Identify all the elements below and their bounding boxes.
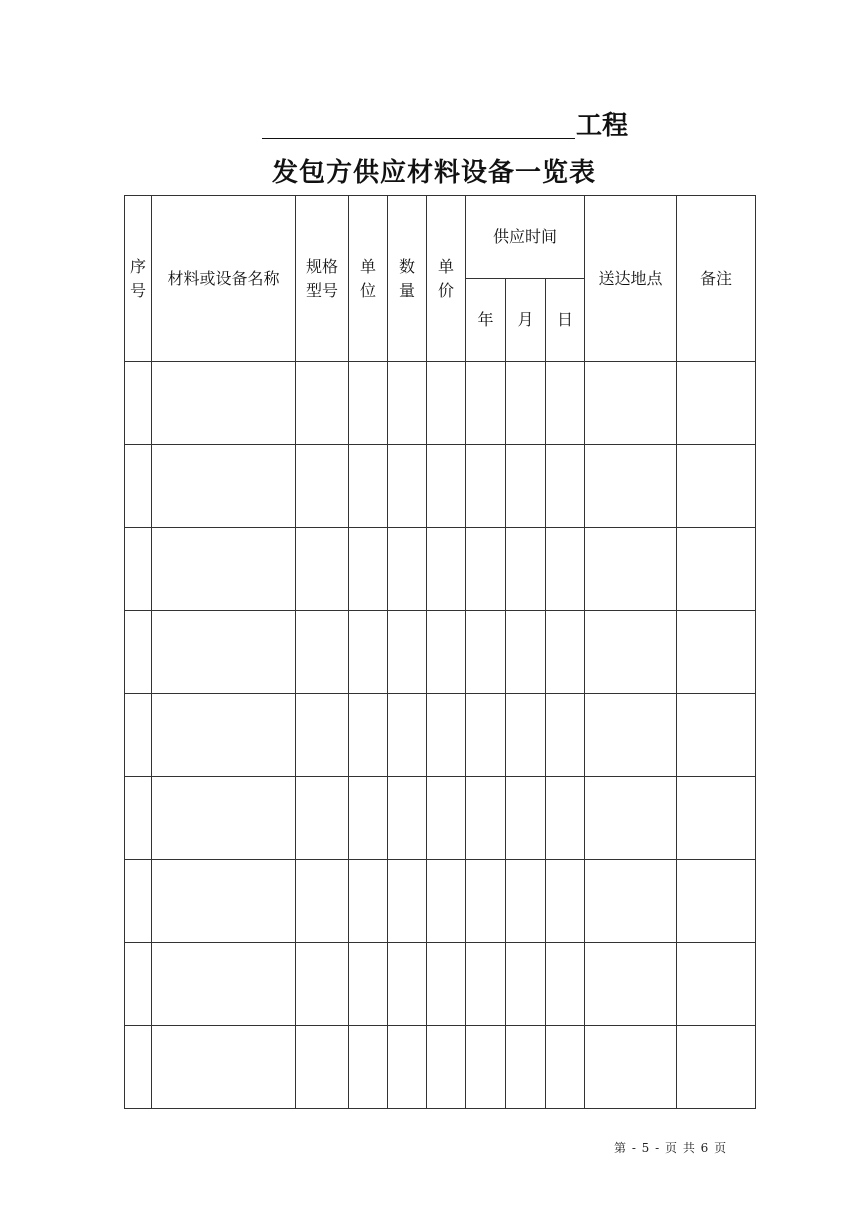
header-unit: 单位: [349, 196, 388, 362]
page-number: 第 - 5 - 页 共 6 页: [614, 1141, 728, 1155]
cell-seq[interactable]: [125, 611, 152, 694]
cell-unit[interactable]: [349, 1026, 388, 1109]
cell-month[interactable]: [506, 362, 546, 445]
cell-price[interactable]: [427, 445, 466, 528]
cell-name[interactable]: [152, 777, 296, 860]
cell-remark[interactable]: [677, 528, 756, 611]
cell-name[interactable]: [152, 445, 296, 528]
cell-price[interactable]: [427, 1026, 466, 1109]
cell-seq[interactable]: [125, 860, 152, 943]
cell-spec[interactable]: [296, 611, 349, 694]
cell-month[interactable]: [506, 694, 546, 777]
cell-qty[interactable]: [388, 528, 427, 611]
cell-name[interactable]: [152, 860, 296, 943]
table-row: [125, 528, 756, 611]
cell-spec[interactable]: [296, 943, 349, 1026]
project-name-blank[interactable]: [262, 108, 575, 139]
cell-qty[interactable]: [388, 777, 427, 860]
cell-remark[interactable]: [677, 777, 756, 860]
header-spec: 规格型号: [296, 196, 349, 362]
header-qty: 数量: [388, 196, 427, 362]
cell-name[interactable]: [152, 943, 296, 1026]
cell-year[interactable]: [466, 1026, 506, 1109]
cell-spec[interactable]: [296, 528, 349, 611]
cell-remark[interactable]: [677, 362, 756, 445]
cell-location[interactable]: [585, 943, 677, 1026]
cell-day[interactable]: [546, 445, 585, 528]
cell-unit[interactable]: [349, 694, 388, 777]
cell-seq[interactable]: [125, 943, 152, 1026]
cell-seq[interactable]: [125, 694, 152, 777]
cell-qty[interactable]: [388, 445, 427, 528]
cell-unit[interactable]: [349, 528, 388, 611]
cell-price[interactable]: [427, 362, 466, 445]
cell-remark[interactable]: [677, 611, 756, 694]
materials-table: [124, 195, 756, 1109]
header-price: 单价: [427, 196, 466, 362]
cell-price[interactable]: [427, 943, 466, 1026]
cell-month[interactable]: [506, 1026, 546, 1109]
cell-day[interactable]: [546, 943, 585, 1026]
cell-qty[interactable]: [388, 611, 427, 694]
cell-location[interactable]: [585, 445, 677, 528]
cell-price[interactable]: [427, 694, 466, 777]
cell-name[interactable]: [152, 694, 296, 777]
cell-location[interactable]: [585, 362, 677, 445]
cell-year[interactable]: [466, 611, 506, 694]
cell-seq[interactable]: [125, 777, 152, 860]
header-supply-time: 供应时间: [466, 196, 585, 279]
cell-unit[interactable]: [349, 943, 388, 1026]
cell-month[interactable]: [506, 860, 546, 943]
cell-spec[interactable]: [296, 860, 349, 943]
cell-qty[interactable]: [388, 694, 427, 777]
cell-year[interactable]: [466, 860, 506, 943]
cell-month[interactable]: [506, 528, 546, 611]
cell-spec[interactable]: [296, 694, 349, 777]
table-row: [125, 860, 756, 943]
cell-seq[interactable]: [125, 528, 152, 611]
cell-unit[interactable]: [349, 445, 388, 528]
cell-spec[interactable]: [296, 445, 349, 528]
cell-location[interactable]: [585, 860, 677, 943]
cell-year[interactable]: [466, 362, 506, 445]
cell-name[interactable]: [152, 1026, 296, 1109]
cell-seq[interactable]: [125, 1026, 152, 1109]
cell-year[interactable]: [466, 528, 506, 611]
header-month: 月: [506, 279, 546, 362]
cell-location[interactable]: [585, 694, 677, 777]
cell-unit[interactable]: [349, 362, 388, 445]
cell-price[interactable]: [427, 528, 466, 611]
cell-spec[interactable]: [296, 777, 349, 860]
table-row: [125, 445, 756, 528]
cell-unit[interactable]: [349, 611, 388, 694]
cell-day[interactable]: [546, 860, 585, 943]
cell-year[interactable]: [466, 777, 506, 860]
cell-name[interactable]: [152, 611, 296, 694]
cell-remark[interactable]: [677, 943, 756, 1026]
cell-name[interactable]: [152, 528, 296, 611]
cell-month[interactable]: [506, 777, 546, 860]
header-name: 材料或设备名称: [152, 196, 296, 362]
header-seq: 序号: [125, 196, 152, 362]
cell-unit[interactable]: [349, 860, 388, 943]
cell-year[interactable]: [466, 943, 506, 1026]
cell-month[interactable]: [506, 445, 546, 528]
cell-qty[interactable]: [388, 362, 427, 445]
cell-remark[interactable]: [677, 860, 756, 943]
cell-month[interactable]: [506, 611, 546, 694]
table-row: [125, 777, 756, 860]
cell-day[interactable]: [546, 362, 585, 445]
table-row: [125, 943, 756, 1026]
header-location: 送达地点: [585, 196, 677, 362]
cell-price[interactable]: [427, 860, 466, 943]
cell-remark[interactable]: [677, 694, 756, 777]
header-year: 年: [466, 279, 506, 362]
cell-spec[interactable]: [296, 1026, 349, 1109]
cell-day[interactable]: [546, 777, 585, 860]
table-row: [125, 362, 756, 445]
table-row: [125, 694, 756, 777]
cell-remark[interactable]: [677, 445, 756, 528]
header-remark: 备注: [677, 196, 756, 362]
cell-location[interactable]: [585, 528, 677, 611]
table-row: [125, 611, 756, 694]
cell-day[interactable]: [546, 694, 585, 777]
cell-qty[interactable]: [388, 860, 427, 943]
page-title: 发包方供应材料设备一览表: [271, 158, 596, 188]
cell-day[interactable]: [546, 528, 585, 611]
cell-name[interactable]: [152, 362, 296, 445]
project-title-suffix: 工程: [576, 111, 629, 141]
cell-spec[interactable]: [296, 362, 349, 445]
cell-qty[interactable]: [388, 1026, 427, 1109]
cell-remark[interactable]: [677, 1026, 756, 1109]
cell-year[interactable]: [466, 694, 506, 777]
header-day: 日: [546, 279, 585, 362]
cell-month[interactable]: [506, 943, 546, 1026]
cell-location[interactable]: [585, 611, 677, 694]
project-title-line: [262, 108, 642, 144]
cell-location[interactable]: [585, 777, 677, 860]
cell-seq[interactable]: [125, 445, 152, 528]
table-row: [125, 1026, 756, 1109]
cell-seq[interactable]: [125, 362, 152, 445]
cell-day[interactable]: [546, 611, 585, 694]
cell-unit[interactable]: [349, 777, 388, 860]
cell-day[interactable]: [546, 1026, 585, 1109]
cell-location[interactable]: [585, 1026, 677, 1109]
cell-qty[interactable]: [388, 943, 427, 1026]
table-header-row: [125, 196, 756, 279]
cell-price[interactable]: [427, 777, 466, 860]
cell-price[interactable]: [427, 611, 466, 694]
cell-year[interactable]: [466, 445, 506, 528]
